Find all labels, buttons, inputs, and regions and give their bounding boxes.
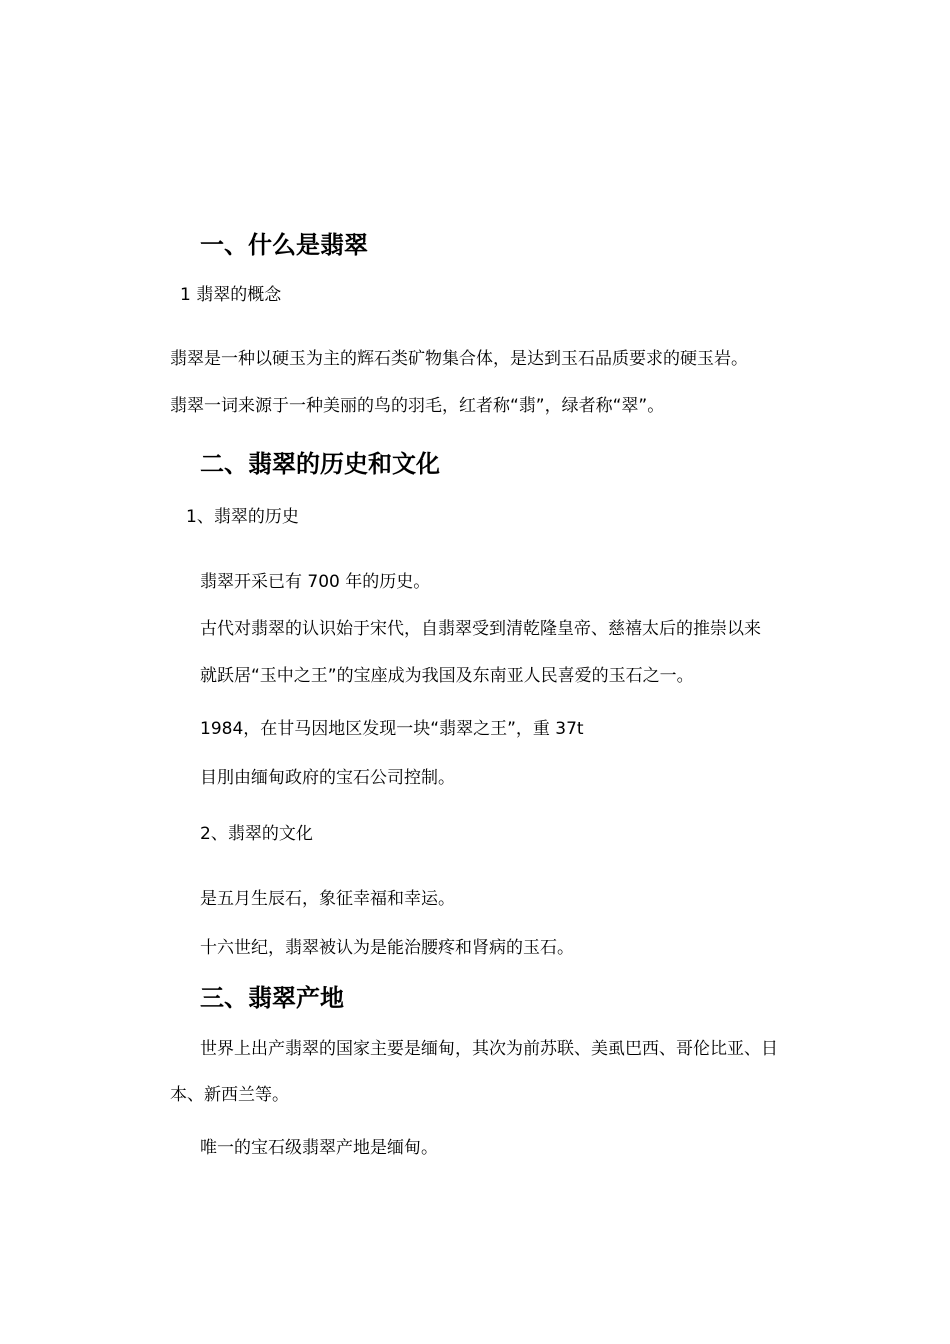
paragraph: 是五月生辰石，象征幸福和幸运。 xyxy=(200,889,455,909)
subheading-2-1: 1、翡翠的历史 xyxy=(186,507,299,527)
paragraph: 翡翠开采已有 700 年的历史。 xyxy=(200,572,431,592)
paragraph: 就跃居“玉中之王”的宝座成为我国及东南亚人民喜爱的玉石之一。 xyxy=(200,666,694,686)
section-heading-1: 一、什么是翡翠 xyxy=(200,231,368,259)
paragraph: 唯一的宝石级翡翠产地是缅甸。 xyxy=(200,1138,438,1158)
paragraph: 1984，在甘马因地区发现一块“翡翠之王”，重 37t xyxy=(200,719,584,739)
paragraph: 世界上出产翡翠的国家主要是缅甸，其次为前苏联、美虱巴西、哥伦比亚、日 xyxy=(200,1039,778,1059)
paragraph: 翡翠一词来源于一种美丽的鸟的羽毛，红者称“翡”，绿者称“翠”。 xyxy=(170,396,665,416)
paragraph: 十六世纪，翡翠被认为是能治腰疼和肾病的玉石。 xyxy=(200,938,574,958)
paragraph: 本、新西兰等。 xyxy=(170,1085,289,1105)
subheading-2-2: 2、翡翠的文化 xyxy=(200,824,313,844)
paragraph: 古代对翡翠的认识始于宋代，自翡翠受到清乾隆皇帝、慈禧太后的推崇以来 xyxy=(200,619,761,639)
paragraph: 目刖由缅甸政府的宝石公司控制。 xyxy=(200,768,455,788)
section-heading-3: 三、翡翠产地 xyxy=(200,984,344,1012)
section-heading-2: 二、翡翠的历史和文化 xyxy=(200,450,440,478)
paragraph: 翡翠是一种以硬玉为主的辉石类矿物集合体，是达到玉石品质要求的硬玉岩。 xyxy=(170,349,748,369)
subheading-1-1: 1 翡翠的概念 xyxy=(180,285,282,305)
